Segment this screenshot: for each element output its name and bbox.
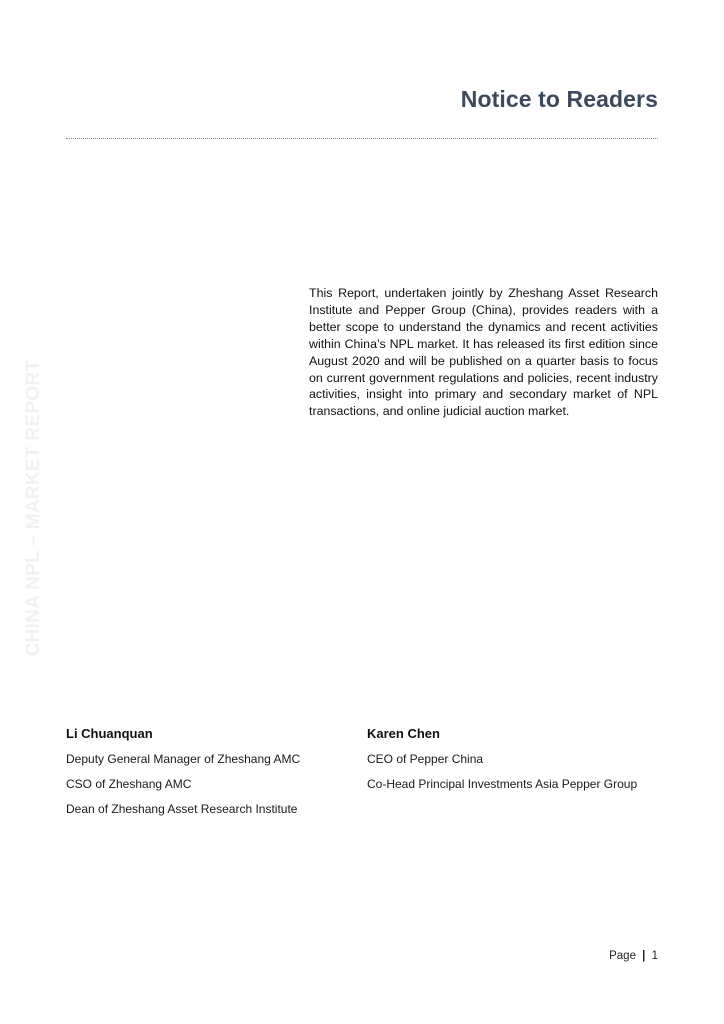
signatory-role: Dean of Zheshang Asset Research Institute — [66, 802, 298, 816]
signatory-role: Deputy General Manager of Zheshang AMC — [66, 752, 301, 766]
page-footer — [609, 950, 658, 962]
signatory-role: Co-Head Principal Investments Asia Pepper Group — [367, 777, 638, 791]
signatory-role: CEO of Pepper China — [367, 752, 484, 766]
signatory-li-chuanquan — [66, 726, 356, 827]
page-label: Page — [609, 950, 636, 962]
page-separator: | — [642, 950, 646, 962]
signatory-karen-chen — [367, 726, 667, 802]
side-watermark: CHINA NPL – MARKET REPORT — [23, 359, 44, 657]
signatory-name: Li Chuanquan — [66, 726, 153, 741]
intro-paragraph: This Report, undertaken jointly by Zheshang Asset Research Institute and Pepper Group (China), provides readers with a better scope to understand the dynamics and recent activities within China’s NPL market. It has released its first edition since August 2020 and will be published on a quarter basis to focus on current government regulations and policies, recent industry activities, insight into primary and secondary market of NPL transactions, and online judicial auction market. — [309, 286, 658, 419]
page-title: Notice to Readers — [460, 86, 658, 112]
title-divider — [66, 138, 658, 139]
signatory-name: Karen Chen — [367, 726, 440, 741]
page-number: 1 — [651, 950, 658, 962]
signatory-role: CSO of Zheshang AMC — [66, 777, 192, 791]
